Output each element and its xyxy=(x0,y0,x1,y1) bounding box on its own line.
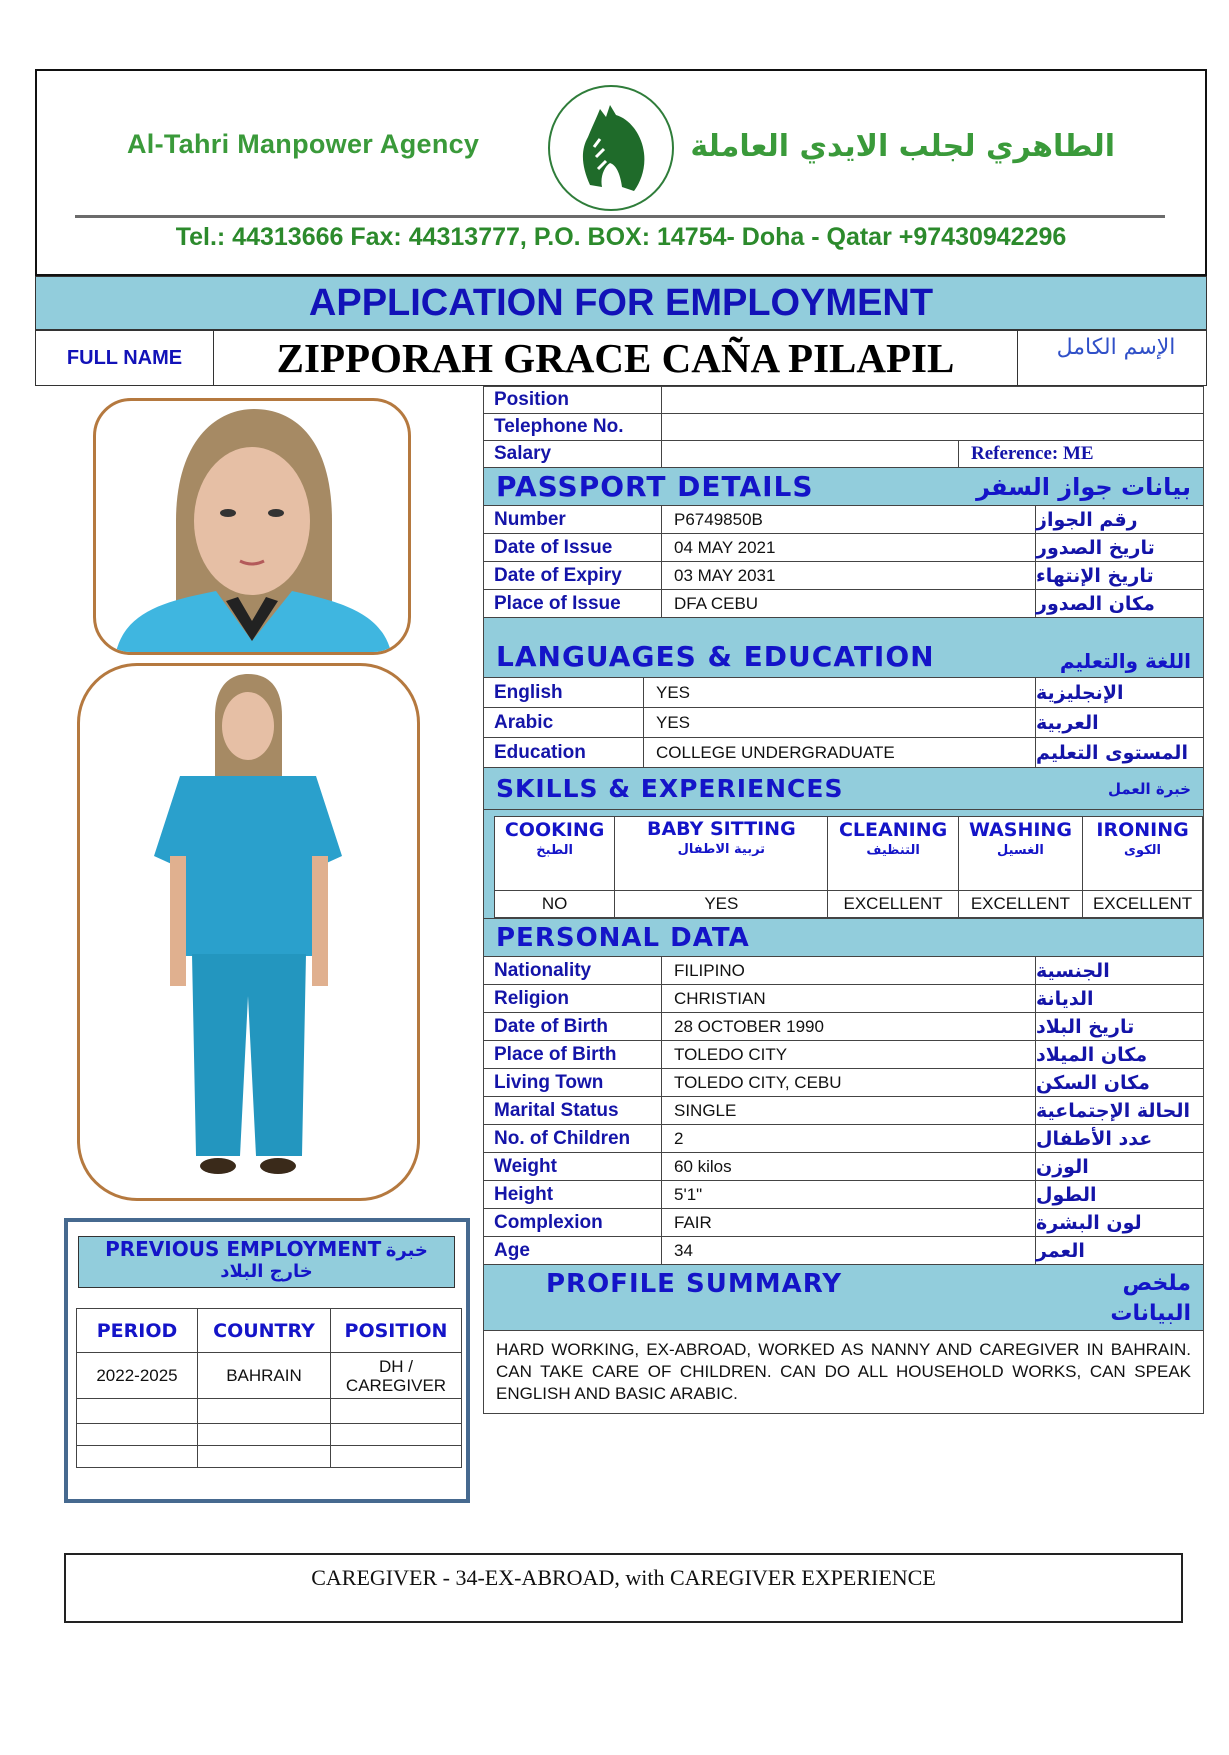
passport-field-value: 04 MAY 2021 xyxy=(674,537,776,557)
skill-name-ar: الكوى xyxy=(1124,843,1162,858)
form-title: APPLICATION FOR EMPLOYMENT xyxy=(35,276,1207,330)
language-field-label-ar: المستوى التعليم xyxy=(1035,738,1203,767)
language-field-row xyxy=(483,678,1204,708)
personal-field-row xyxy=(483,1181,1204,1209)
personal-field-label: Complexion xyxy=(484,1209,662,1236)
skill-cooking xyxy=(495,817,615,891)
skill-washing xyxy=(958,817,1082,891)
previous-employment-title-ar-1: خبرة xyxy=(385,1240,428,1261)
skill-value-baby-sitting: YES xyxy=(615,891,828,918)
personal-field-row xyxy=(483,957,1204,985)
personal-field-value: 5'1" xyxy=(674,1184,703,1204)
telephone-value xyxy=(662,414,1203,440)
passport-field-label: Place of Issue xyxy=(484,590,662,617)
contact-line: Tel.: 44313666 Fax: 44313777, P.O. BOX: 14754- Doha - Qatar +97430942296 xyxy=(175,223,1067,251)
column-header-period: PERIOD xyxy=(77,1309,198,1353)
personal-field-label-ar: العمر xyxy=(1035,1237,1203,1264)
language-field-row xyxy=(483,738,1204,768)
passport-field-row xyxy=(483,590,1204,618)
language-field-value: YES xyxy=(656,682,691,702)
table-row xyxy=(77,1424,462,1446)
period-cell xyxy=(77,1424,198,1446)
skill-name: BABY SITTING xyxy=(646,818,796,840)
personal-field-label: Religion xyxy=(484,985,662,1012)
skills-title: SKILLS & EXPERIENCES xyxy=(496,774,844,803)
skill-value-washing: EXCELLENT xyxy=(958,891,1082,918)
personal-field-label-ar: الطول xyxy=(1035,1181,1203,1208)
personal-field-value: TOLEDO CITY xyxy=(674,1044,788,1064)
salary-label: Salary xyxy=(484,441,662,467)
skill-name-ar: الطبخ xyxy=(536,843,573,858)
country-cell xyxy=(198,1424,331,1446)
personal-field-row xyxy=(483,1097,1204,1125)
passport-field-value: 03 MAY 2031 xyxy=(674,565,776,585)
table-row xyxy=(77,1399,462,1424)
language-field-label: English xyxy=(484,678,644,707)
skill-baby-sitting xyxy=(615,817,828,891)
skill-name: COOKING xyxy=(504,819,605,841)
passport-section-header xyxy=(483,468,1204,506)
personal-field-label-ar: عدد الأطفال xyxy=(1035,1125,1203,1152)
salary-row xyxy=(483,441,1204,468)
personal-field-value: 60 kilos xyxy=(674,1156,732,1176)
passport-title: PASSPORT DETAILS xyxy=(496,470,814,503)
personal-field-row xyxy=(483,1125,1204,1153)
full-name-value: ZIPPORAH GRACE CAÑA PILAPIL xyxy=(214,331,1018,385)
personal-title: PERSONAL DATA xyxy=(496,922,750,953)
personal-field-label: Weight xyxy=(484,1153,662,1180)
language-field-value: COLLEGE UNDERGRADUATE xyxy=(656,742,895,762)
passport-field-label-ar: تاريخ الصدور xyxy=(1035,534,1203,561)
personal-field-label-ar: الحالة الإجتماعية xyxy=(1035,1097,1203,1124)
personal-field-label: Height xyxy=(484,1181,662,1208)
language-field-row xyxy=(483,708,1204,738)
personal-field-label-ar: الديانة xyxy=(1035,985,1203,1012)
personal-section-header xyxy=(483,919,1204,957)
period-cell xyxy=(77,1399,198,1424)
full-name-label-ar: الإسم الكامل xyxy=(1056,335,1176,360)
personal-field-label: Date of Birth xyxy=(484,1013,662,1040)
skill-name: CLEANING xyxy=(838,819,948,841)
profile-section-header xyxy=(483,1265,1204,1331)
passport-field-label-ar: رقم الجواز xyxy=(1035,506,1203,533)
personal-field-label-ar: تاريخ البلاد xyxy=(1035,1013,1203,1040)
personal-field-label: Nationality xyxy=(484,957,662,984)
footer-note: CAREGIVER - 34-EX-ABROAD, with CAREGIVER EXPERIENCE xyxy=(64,1553,1183,1623)
letterhead xyxy=(35,69,1207,276)
previous-employment-heading xyxy=(78,1236,455,1288)
salary-value xyxy=(662,441,958,467)
position-cell xyxy=(331,1424,462,1446)
reference-value: Reference: ME xyxy=(958,441,1203,467)
full-body-photo xyxy=(77,663,420,1201)
passport-field-value: DFA CEBU xyxy=(674,593,759,613)
personal-field-row xyxy=(483,1153,1204,1181)
skill-value-cleaning: EXCELLENT xyxy=(828,891,958,918)
skill-ironing xyxy=(1083,817,1203,891)
personal-field-value: TOLEDO CITY, CEBU xyxy=(674,1072,842,1092)
passport-title-ar: بيانات جواز السفر xyxy=(976,472,1191,501)
skills-title-ar: خبرة العمل xyxy=(1107,779,1191,798)
languages-title: LANGUAGES & EDUCATION xyxy=(496,640,935,673)
agency-name-en: Al-Tahri Manpower Agency xyxy=(127,129,480,159)
applicant-details xyxy=(483,386,1204,1414)
country-cell xyxy=(198,1446,331,1468)
passport-field-label: Date of Issue xyxy=(484,534,662,561)
personal-field-label: Place of Birth xyxy=(484,1041,662,1068)
full-name-label: FULL NAME xyxy=(36,331,214,385)
period-cell xyxy=(77,1446,198,1468)
personal-field-row xyxy=(483,1041,1204,1069)
language-field-label: Education xyxy=(484,738,644,767)
personal-field-row xyxy=(483,985,1204,1013)
language-field-label-ar: الإنجليزية xyxy=(1035,678,1203,707)
languages-title-ar: اللغة والتعليم xyxy=(1059,649,1191,673)
skill-name: WASHING xyxy=(968,819,1072,841)
personal-field-value: CHRISTIAN xyxy=(674,988,766,1008)
personal-field-value: 34 xyxy=(674,1240,693,1260)
personal-field-label-ar: لون البشرة xyxy=(1035,1209,1203,1236)
previous-employment-title-ar-2: خارج البلاد xyxy=(220,1261,313,1282)
personal-field-value: FAIR xyxy=(674,1212,712,1232)
skills-grid xyxy=(483,810,1204,919)
passport-field-label: Date of Expiry xyxy=(484,562,662,589)
personal-field-label-ar: مكان الميلاد xyxy=(1035,1041,1203,1068)
skills-value-row xyxy=(495,891,1203,918)
personal-field-row xyxy=(483,1237,1204,1265)
skill-value-ironing: EXCELLENT xyxy=(1083,891,1203,918)
telephone-label: Telephone No. xyxy=(484,414,662,440)
skill-value-cooking: NO xyxy=(495,891,615,918)
agency-name-ar: الطاهري لجلب الايدي العاملة xyxy=(690,129,1115,164)
skill-name-ar: التنظيف xyxy=(866,843,920,858)
skill-cleaning xyxy=(828,817,958,891)
position-cell: DH / CAREGIVER xyxy=(331,1353,462,1399)
personal-field-label-ar: الوزن xyxy=(1035,1153,1203,1180)
skills-section-header xyxy=(483,768,1204,810)
passport-field-label-ar: مكان الصدور xyxy=(1035,590,1203,617)
table-row xyxy=(77,1353,462,1399)
full-name-row xyxy=(35,330,1207,386)
passport-field-row xyxy=(483,506,1204,534)
personal-field-label: Marital Status xyxy=(484,1097,662,1124)
profile-title-ar-1: ملخص xyxy=(1122,1271,1191,1296)
personal-field-label: Age xyxy=(484,1237,662,1264)
profile-summary-text: HARD WORKING, EX-ABROAD, WORKED AS NANNY AND CAREGIVER IN BAHRAIN. CAN TAKE CARE OF CHILDREN. CAN DO ALL HOUSEHOLD WORKS, CAN SPEAK ENGLISH AND BASIC ARABIC. xyxy=(483,1331,1204,1414)
skill-name-ar: تربية الاطفال xyxy=(677,842,766,857)
personal-field-row xyxy=(483,1013,1204,1041)
previous-employment-table xyxy=(76,1308,462,1468)
personal-field-label: No. of Children xyxy=(484,1125,662,1152)
personal-field-row xyxy=(483,1209,1204,1237)
personal-field-value: 28 OCTOBER 1990 xyxy=(674,1016,824,1036)
passport-field-row xyxy=(483,562,1204,590)
table-header-row xyxy=(77,1309,462,1353)
position-cell xyxy=(331,1399,462,1424)
column-header-position: POSITION xyxy=(331,1309,462,1353)
personal-field-row xyxy=(483,1069,1204,1097)
language-field-value: YES xyxy=(656,712,691,732)
table-row xyxy=(77,1446,462,1468)
profile-title: PROFILE SUMMARY xyxy=(546,1269,843,1299)
personal-field-label: Living Town xyxy=(484,1069,662,1096)
telephone-row xyxy=(483,414,1204,441)
passport-field-label-ar: تاريخ الإنتهاء xyxy=(1035,562,1203,589)
letterhead-divider xyxy=(75,215,1165,218)
country-cell xyxy=(198,1399,331,1424)
horse-head-icon xyxy=(548,85,674,211)
language-field-label: Arabic xyxy=(484,708,644,737)
skills-header-row xyxy=(495,817,1203,891)
personal-field-value: FILIPINO xyxy=(674,960,745,980)
languages-section-header xyxy=(483,618,1204,678)
previous-employment-box xyxy=(64,1218,470,1503)
period-cell: 2022-2025 xyxy=(77,1353,198,1399)
position-row xyxy=(483,386,1204,414)
passport-field-value: P6749850B xyxy=(674,509,763,529)
position-value xyxy=(662,387,1203,413)
country-cell: BAHRAIN xyxy=(198,1353,331,1399)
position-cell xyxy=(331,1446,462,1468)
personal-field-label-ar: الجنسية xyxy=(1035,957,1203,984)
personal-field-value: 2 xyxy=(674,1128,684,1148)
passport-field-row xyxy=(483,534,1204,562)
column-header-country: COUNTRY xyxy=(198,1309,331,1353)
skill-name: IRONING xyxy=(1096,819,1189,841)
personal-field-value: SINGLE xyxy=(674,1100,737,1120)
profile-title-ar-2: البيانات xyxy=(1110,1301,1191,1326)
language-field-label-ar: العربية xyxy=(1035,708,1203,737)
passport-field-label: Number xyxy=(484,506,662,533)
headshot-photo xyxy=(93,398,411,655)
previous-employment-title: PREVIOUS EMPLOYMENT xyxy=(105,1237,382,1261)
personal-field-label-ar: مكان السكن xyxy=(1035,1069,1203,1096)
position-label: Position xyxy=(484,387,662,413)
skill-name-ar: الغسيل xyxy=(997,843,1044,858)
